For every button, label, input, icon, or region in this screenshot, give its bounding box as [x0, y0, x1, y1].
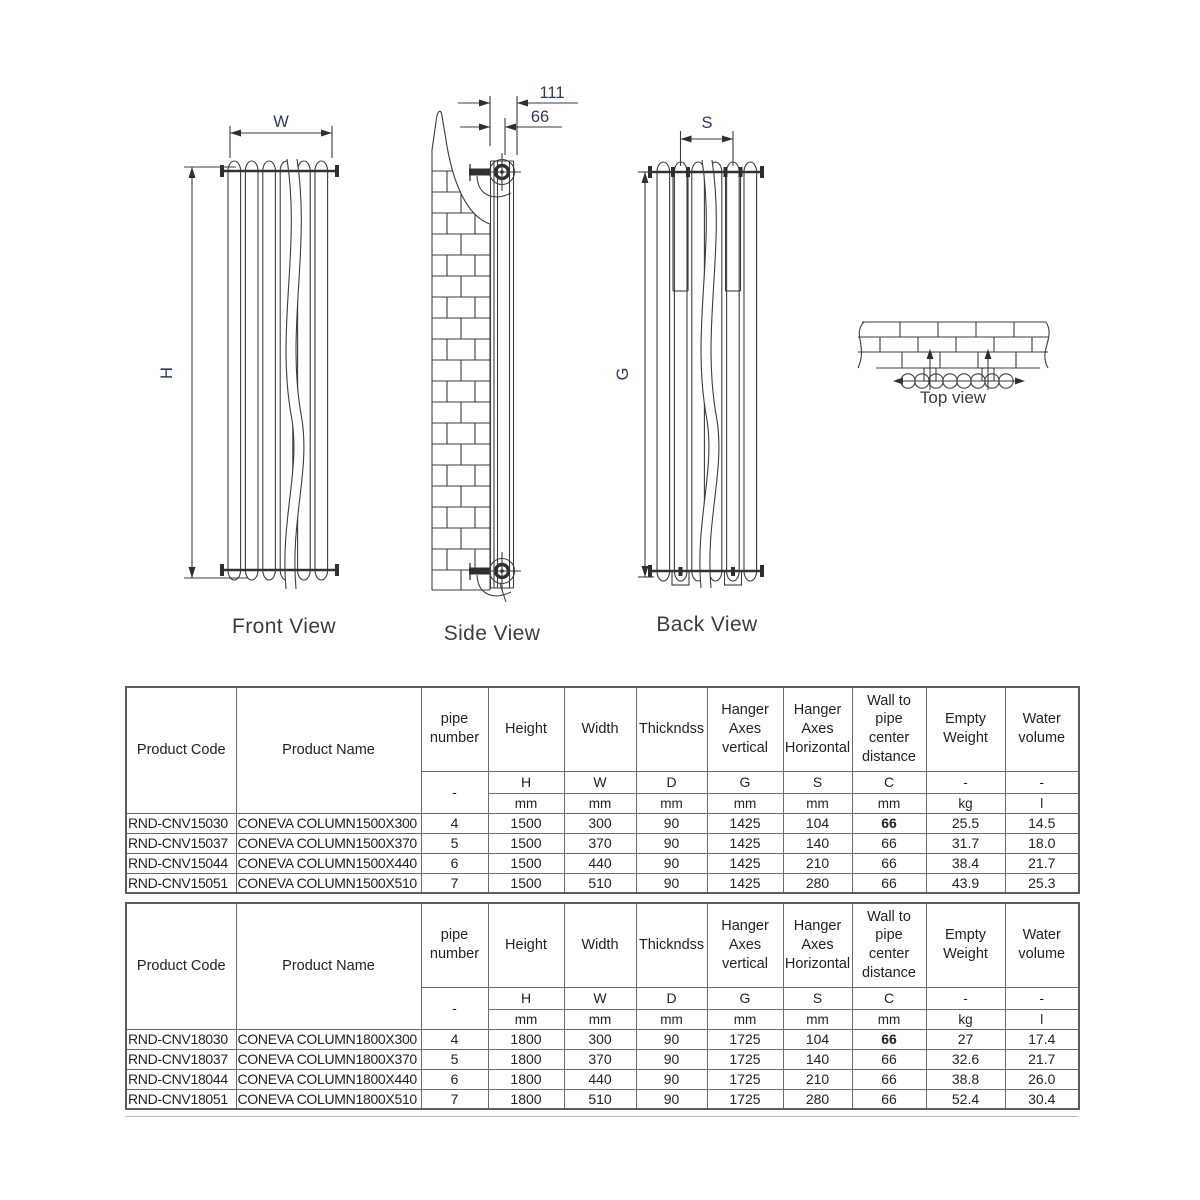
- table-cell-weight: 32.6: [926, 1049, 1005, 1069]
- col-header-width: Width: [564, 903, 636, 987]
- table-cell-c: 66: [852, 813, 926, 833]
- col-header-wall-to-pipe: Wall to pipe center distance: [852, 687, 926, 771]
- unit-thickness: mm: [636, 1009, 707, 1029]
- col-header-water-volume: Water volume: [1005, 687, 1079, 771]
- unit-hanger-v: mm: [707, 793, 783, 813]
- back-view: [614, 114, 764, 636]
- col-header-empty-weight: Empty Weight: [926, 687, 1005, 771]
- col-header-hanger-axes-vertical: Hanger Axes vertical: [707, 687, 783, 771]
- unit-width: mm: [564, 793, 636, 813]
- table-cell-code: RND-CNV15051: [126, 873, 236, 893]
- table-cell-c: 66: [852, 1089, 926, 1109]
- col-header-wall-to-pipe: Wall to pipe center distance: [852, 903, 926, 987]
- col-header-thickness: Thickndss: [636, 903, 707, 987]
- table-cell-pipes: 5: [421, 833, 488, 853]
- col-header-empty-weight: Empty Weight: [926, 903, 1005, 987]
- table-cell-weight: 31.7: [926, 833, 1005, 853]
- col-header-hanger-axes-horizontal: Hanger Axes Horizontal: [783, 687, 852, 771]
- unit-hanger-v: mm: [707, 1009, 783, 1029]
- table-cell-d: 90: [636, 853, 707, 873]
- table-cell-c: 66: [852, 1029, 926, 1049]
- table-row: [126, 1029, 1079, 1049]
- table-cell-c: 66: [852, 833, 926, 853]
- table-cell-g: 1725: [707, 1069, 783, 1089]
- table-cell-name: CONEVA COLUMN1800X370: [236, 1049, 421, 1069]
- col-header-hanger-axes-horizontal: Hanger Axes Horizontal: [783, 903, 852, 987]
- table-cell-d: 90: [636, 873, 707, 893]
- table-cell-d: 90: [636, 1029, 707, 1049]
- col-header-height: Height: [488, 903, 564, 987]
- col-header-product-name: Product Name: [236, 687, 421, 813]
- table-cell-code: RND-CNV18030: [126, 1029, 236, 1049]
- table-cell-h: 1800: [488, 1049, 564, 1069]
- symbol-wall: C: [852, 987, 926, 1009]
- topview-torn-left: [858, 322, 864, 368]
- table-cell-pipes: 6: [421, 1069, 488, 1089]
- symbol-weight: -: [926, 771, 1005, 793]
- table-cell-c: 66: [852, 873, 926, 893]
- back-view-label: Back View: [656, 613, 758, 636]
- table-cell-code: RND-CNV18037: [126, 1049, 236, 1069]
- table-cell-h: 1500: [488, 813, 564, 833]
- back-dim-g: G: [614, 367, 632, 381]
- table-cell-s: 210: [783, 853, 852, 873]
- spec-table-1500: [125, 686, 1080, 894]
- table-cell-w: 440: [564, 1069, 636, 1089]
- symbol-width: W: [564, 987, 636, 1009]
- table-cell-h: 1800: [488, 1029, 564, 1049]
- table-cell-name: CONEVA COLUMN1800X440: [236, 1069, 421, 1089]
- table-cell-h: 1800: [488, 1069, 564, 1089]
- table-cell-w: 300: [564, 813, 636, 833]
- back-hanger-spacing-dimension: [681, 114, 734, 166]
- table-cell-pipes: 7: [421, 873, 488, 893]
- table-gap: [125, 894, 1078, 902]
- side-dim-111: 111: [539, 84, 565, 102]
- table-cell-g: 1725: [707, 1089, 783, 1109]
- table-cell-w: 510: [564, 1089, 636, 1109]
- col-header-height: Height: [488, 687, 564, 771]
- table-cell-volume: 17.4: [1005, 1029, 1079, 1049]
- table-cell-name: CONEVA COLUMN1800X510: [236, 1089, 421, 1109]
- table-cell-h: 1500: [488, 873, 564, 893]
- table-cell-name: CONEVA COLUMN1500X300: [236, 813, 421, 833]
- symbol-wall: C: [852, 771, 926, 793]
- unit-height: mm: [488, 1009, 564, 1029]
- table-cell-c: 66: [852, 1049, 926, 1069]
- col-header-product-name: Product Name: [236, 903, 421, 1029]
- table-cell-d: 90: [636, 833, 707, 853]
- table-cell-g: 1425: [707, 873, 783, 893]
- table-cell-s: 280: [783, 1089, 852, 1109]
- table-cell-g: 1425: [707, 813, 783, 833]
- table-cell-g: 1725: [707, 1029, 783, 1049]
- front-view: [158, 113, 339, 638]
- table-cell-volume: 21.7: [1005, 1049, 1079, 1069]
- unit-height: mm: [488, 793, 564, 813]
- table-cell-name: CONEVA COLUMN1500X440: [236, 853, 421, 873]
- topview-bricks: [858, 322, 1048, 368]
- table-cell-h: 1500: [488, 833, 564, 853]
- unit-wall: mm: [852, 793, 926, 813]
- front-view-label: Front View: [232, 615, 336, 638]
- table-row: [126, 833, 1079, 853]
- topview-torn-right: [1045, 322, 1049, 368]
- table-cell-w: 370: [564, 833, 636, 853]
- table-row: [126, 873, 1079, 893]
- unit-width: mm: [564, 1009, 636, 1029]
- table-cell-code: RND-CNV15037: [126, 833, 236, 853]
- unit-thickness: mm: [636, 793, 707, 813]
- table-cell-name: CONEVA COLUMN1800X300: [236, 1029, 421, 1049]
- table-cell-pipes: 4: [421, 1029, 488, 1049]
- table-cell-g: 1425: [707, 833, 783, 853]
- table-cell-code: RND-CNV15044: [126, 853, 236, 873]
- unit-hanger-h: mm: [783, 793, 852, 813]
- table-cell-code: RND-CNV18044: [126, 1069, 236, 1089]
- spec-table-1500-body: [126, 813, 1079, 893]
- front-width-label: W: [273, 113, 289, 131]
- back-hanger-vertical-dimension: [614, 172, 654, 577]
- table-cell-pipes: 5: [421, 1049, 488, 1069]
- table-row: [126, 853, 1079, 873]
- front-height-label: H: [158, 367, 176, 379]
- table-cell-weight: 38.8: [926, 1069, 1005, 1089]
- symbol-hanger-v: G: [707, 771, 783, 793]
- side-dim-66: 66: [530, 108, 550, 126]
- col-header-thickness: Thickndss: [636, 687, 707, 771]
- unit-volume: l: [1005, 1009, 1079, 1029]
- table-cell-s: 210: [783, 1069, 852, 1089]
- table-cell-weight: 52.4: [926, 1089, 1005, 1109]
- table-cell-pipes: 6: [421, 853, 488, 873]
- table-cell-d: 90: [636, 1049, 707, 1069]
- symbol-weight: -: [926, 987, 1005, 1009]
- table-cell-g: 1725: [707, 1049, 783, 1069]
- table-cell-weight: 27: [926, 1029, 1005, 1049]
- table-cell-pipes: 4: [421, 813, 488, 833]
- table-cell-d: 90: [636, 813, 707, 833]
- table-cell-volume: 26.0: [1005, 1069, 1079, 1089]
- symbol-hanger-v: G: [707, 987, 783, 1009]
- col-header-pipe-number: pipe number: [421, 903, 488, 987]
- table-cell-s: 104: [783, 813, 852, 833]
- front-tubes: [228, 161, 328, 580]
- top-view: [858, 322, 1049, 407]
- table-cell-weight: 38.4: [926, 853, 1005, 873]
- symbol-width: W: [564, 771, 636, 793]
- top-view-label: Top view: [919, 388, 987, 407]
- col-header-hanger-axes-vertical: Hanger Axes vertical: [707, 903, 783, 987]
- table-cell-s: 140: [783, 833, 852, 853]
- table-cell-c: 66: [852, 1069, 926, 1089]
- table-cell-c: 66: [852, 853, 926, 873]
- unit-weight: kg: [926, 1009, 1005, 1029]
- spec-table-1800: [125, 902, 1080, 1110]
- table-cell-w: 370: [564, 1049, 636, 1069]
- table-cell-name: CONEVA COLUMN1500X370: [236, 833, 421, 853]
- symbol-pipe: -: [421, 771, 488, 813]
- table-cell-g: 1425: [707, 853, 783, 873]
- table-row: [126, 813, 1079, 833]
- front-width-dimension: [230, 113, 332, 158]
- table-row: [126, 1049, 1079, 1069]
- table-cell-volume: 14.5: [1005, 813, 1079, 833]
- unit-hanger-h: mm: [783, 1009, 852, 1029]
- header-row-labels: [126, 687, 1079, 771]
- bottom-rule: [125, 1116, 1078, 1117]
- table-cell-weight: 43.9: [926, 873, 1005, 893]
- side-view: [432, 84, 578, 645]
- col-header-water-volume: Water volume: [1005, 903, 1079, 987]
- table-cell-pipes: 7: [421, 1089, 488, 1109]
- table-cell-weight: 25.5: [926, 813, 1005, 833]
- table-cell-w: 510: [564, 873, 636, 893]
- table-cell-volume: 18.0: [1005, 833, 1079, 853]
- symbol-hanger-h: S: [783, 771, 852, 793]
- symbol-volume: -: [1005, 987, 1079, 1009]
- table-cell-volume: 30.4: [1005, 1089, 1079, 1109]
- table-row: [126, 1069, 1079, 1089]
- table-cell-d: 90: [636, 1069, 707, 1089]
- symbol-thickness: D: [636, 771, 707, 793]
- table-cell-code: RND-CNV18051: [126, 1089, 236, 1109]
- unit-weight: kg: [926, 793, 1005, 813]
- side-view-label: Side View: [443, 622, 541, 645]
- table-cell-h: 1500: [488, 853, 564, 873]
- topview-hanger-pins: [924, 349, 994, 390]
- unit-volume: l: [1005, 793, 1079, 813]
- table-cell-s: 280: [783, 873, 852, 893]
- symbol-pipe: -: [421, 987, 488, 1029]
- table-cell-w: 300: [564, 1029, 636, 1049]
- side-radiator-profile: [491, 161, 514, 588]
- col-header-pipe-number: pipe number: [421, 687, 488, 771]
- table-cell-volume: 21.7: [1005, 853, 1079, 873]
- front-height-dimension: [158, 167, 248, 578]
- table-cell-volume: 25.3: [1005, 873, 1079, 893]
- back-dim-s: S: [701, 114, 713, 132]
- unit-wall: mm: [852, 1009, 926, 1029]
- table-cell-code: RND-CNV15030: [126, 813, 236, 833]
- col-header-product-code: Product Code: [126, 903, 236, 1029]
- table-cell-w: 440: [564, 853, 636, 873]
- symbol-hanger-h: S: [783, 987, 852, 1009]
- col-header-width: Width: [564, 687, 636, 771]
- table-cell-d: 90: [636, 1089, 707, 1109]
- table-cell-h: 1800: [488, 1089, 564, 1109]
- spec-table-1800-body: [126, 1029, 1079, 1109]
- symbol-thickness: D: [636, 987, 707, 1009]
- symbol-height: H: [488, 771, 564, 793]
- spec-tables: [125, 686, 1078, 1117]
- symbol-height: H: [488, 987, 564, 1009]
- table-cell-s: 140: [783, 1049, 852, 1069]
- table-row: [126, 1089, 1079, 1109]
- header-row-labels: [126, 903, 1079, 987]
- col-header-product-code: Product Code: [126, 687, 236, 813]
- table-cell-name: CONEVA COLUMN1500X510: [236, 873, 421, 893]
- table-cell-s: 104: [783, 1029, 852, 1049]
- symbol-volume: -: [1005, 771, 1079, 793]
